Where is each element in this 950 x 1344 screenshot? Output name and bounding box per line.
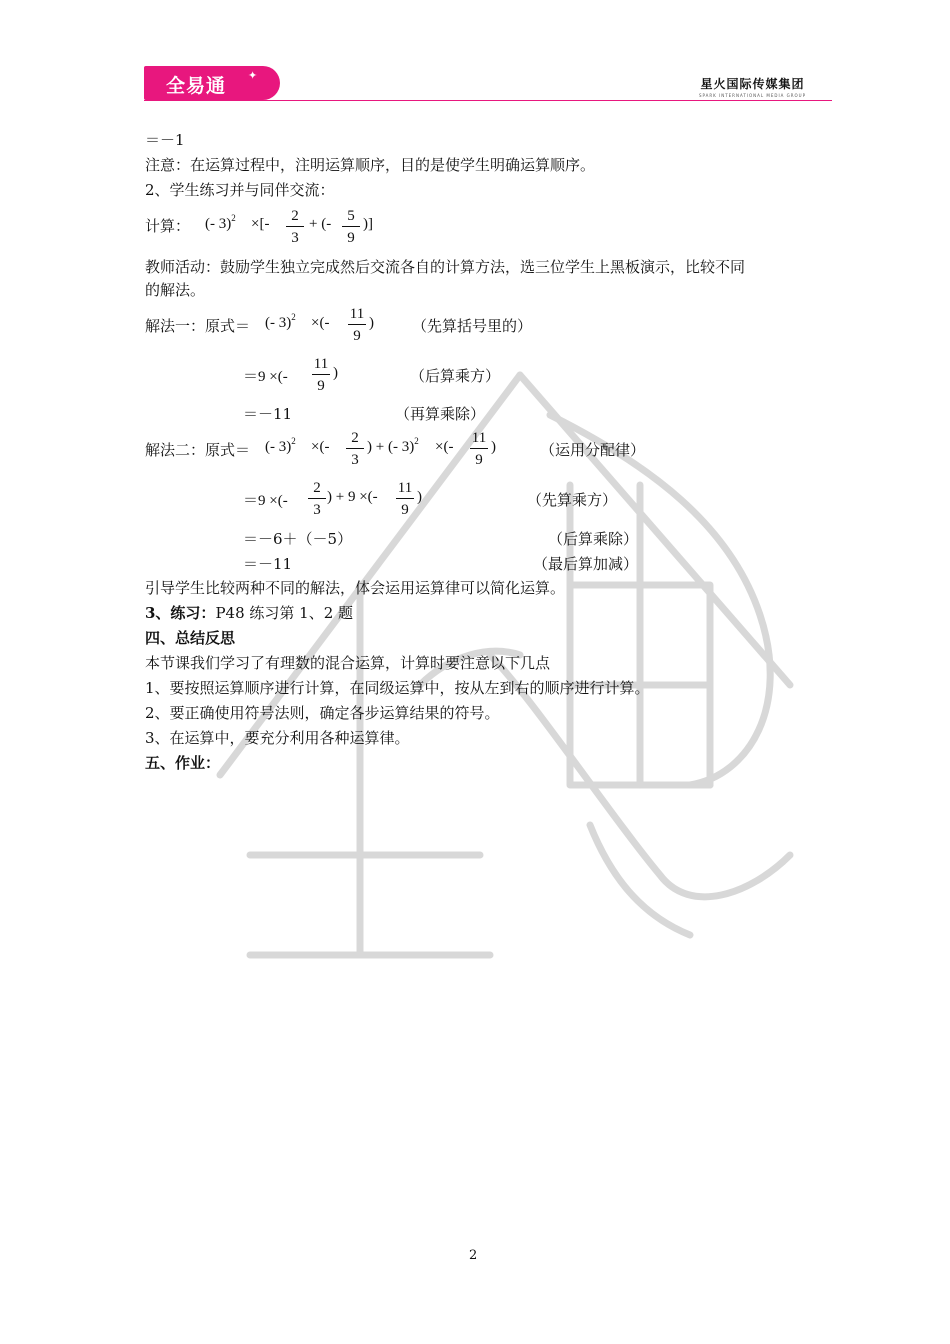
brand-name: 星火国际传媒集团 <box>700 77 805 91</box>
fraction <box>339 206 363 247</box>
power-term: (- 3)$^2$ <box>265 436 296 455</box>
solution2-note4: （最后算加减） <box>533 555 639 573</box>
fraction <box>345 304 369 345</box>
fraction <box>305 478 329 519</box>
power-term: ) + (- 3)$^2$ <box>367 436 419 455</box>
fraction-numerator: 11 <box>349 306 365 322</box>
fraction-denominator: 3 <box>351 452 359 468</box>
exercise-label: 3、练习： <box>145 604 216 622</box>
fraction-numerator: 11 <box>397 480 413 496</box>
operator: ) + 9 ×(- <box>327 489 378 505</box>
close-paren: ) <box>417 489 422 505</box>
fraction-denominator: 9 <box>347 230 355 246</box>
fraction-numerator: 5 <box>347 208 355 224</box>
section-heading-homework: 五、作业： <box>145 754 221 772</box>
summary-intro: 本节课我们学习了有理数的混合运算，计算时要注意以下几点 <box>145 654 551 672</box>
summary-point-3: 3、在运算中，要充分利用各种运算律。 <box>145 729 410 747</box>
fraction-denominator: 9 <box>401 502 409 518</box>
solution2-note3: （后算乘除） <box>548 530 639 548</box>
calc-label: 计算： <box>145 217 191 235</box>
calc-operator: ×[- <box>251 216 270 232</box>
exercise-line <box>145 603 353 623</box>
exercise-text: P48 练习第 1、2 题 <box>215 604 354 622</box>
logo-badge <box>144 66 280 100</box>
fraction-denominator: 9 <box>353 328 361 344</box>
page-header <box>144 66 832 102</box>
solution1-step2 <box>243 354 353 398</box>
solution2-expression <box>265 428 505 472</box>
fraction-numerator: 2 <box>291 208 299 224</box>
step-prefix: ＝9 ×(- <box>243 493 288 509</box>
solution1-note1: （先算括号里的） <box>412 317 533 335</box>
close-paren: ) <box>491 439 496 455</box>
fraction-numerator: 11 <box>313 356 329 372</box>
solution1-note3: （再算乘除） <box>395 405 486 423</box>
teacher-activity-line2: 的解法。 <box>145 281 206 299</box>
close-paren: ) <box>333 365 338 381</box>
fraction-denominator: 9 <box>317 378 325 394</box>
calc-expression <box>205 206 385 250</box>
solution1-step3: ＝－11 <box>243 405 293 423</box>
power-term: (- 3)$^2$ <box>265 312 296 331</box>
teacher-activity-line1: 教师活动：鼓励学生独立完成然后交流各自的计算方法，选三位学生上黑板演示，比较不同 <box>145 258 746 276</box>
calc-close: )] <box>363 216 373 232</box>
fraction <box>343 428 367 469</box>
note-line: 注意：在运算过程中，注明运算顺序，目的是使学生明确运算顺序。 <box>145 156 596 174</box>
brand-block <box>699 75 806 98</box>
solution1-expression <box>265 304 385 348</box>
fraction <box>309 354 333 395</box>
solution1-label: 解法一：原式＝ <box>145 317 251 335</box>
fraction <box>283 206 307 247</box>
operator: ×(- <box>311 439 330 455</box>
solution2-note1: （运用分配律） <box>540 441 646 459</box>
close-paren: ) <box>369 315 374 331</box>
solution1-note2: （后算乘方） <box>410 367 501 385</box>
fraction-numerator: 2 <box>351 430 359 446</box>
calc-base: (- 3)$^2$ <box>205 213 236 232</box>
logo-text: 全易通 <box>166 75 227 97</box>
solution2-note2: （先算乘方） <box>527 491 618 509</box>
calc-operator: + (- <box>309 216 332 232</box>
sparkle-icon: ✦ <box>248 69 258 82</box>
page-number: 2 <box>469 1248 478 1263</box>
solution2-step4: ＝－11 <box>243 555 293 573</box>
solution2-step2 <box>243 478 433 522</box>
operator: ×(- <box>311 315 330 331</box>
fraction-denominator: 3 <box>313 502 321 518</box>
fraction-denominator: 3 <box>291 230 299 246</box>
guide-line: 引导学生比较两种不同的解法，体会运用运算律可以简化运算。 <box>145 579 566 597</box>
practice-heading: 2、学生练习并与同伴交流： <box>145 181 335 199</box>
header-rule <box>144 100 832 101</box>
brand-name-english: SPARK INTERNATIONAL MEDIA GROUP <box>698 93 806 98</box>
fraction <box>467 428 491 469</box>
fraction <box>393 478 417 519</box>
summary-point-1: 1、要按照运算顺序进行计算，在同级运算中，按从左到右的顺序进行计算。 <box>145 679 650 697</box>
solution2-step3: ＝－6＋（－5） <box>243 530 353 548</box>
fraction-denominator: 9 <box>475 452 483 468</box>
section-heading-summary: 四、总结反思 <box>145 629 236 647</box>
fraction-numerator: 11 <box>471 430 487 446</box>
operator: ×(- <box>435 439 454 455</box>
solution2-label: 解法二：原式＝ <box>145 441 251 459</box>
fraction-numerator: 2 <box>313 480 321 496</box>
step-prefix: ＝9 ×(- <box>243 369 288 385</box>
previous-result: ＝－1 <box>145 131 185 149</box>
summary-point-2: 2、要正确使用符号法则，确定各步运算结果的符号。 <box>145 704 500 722</box>
